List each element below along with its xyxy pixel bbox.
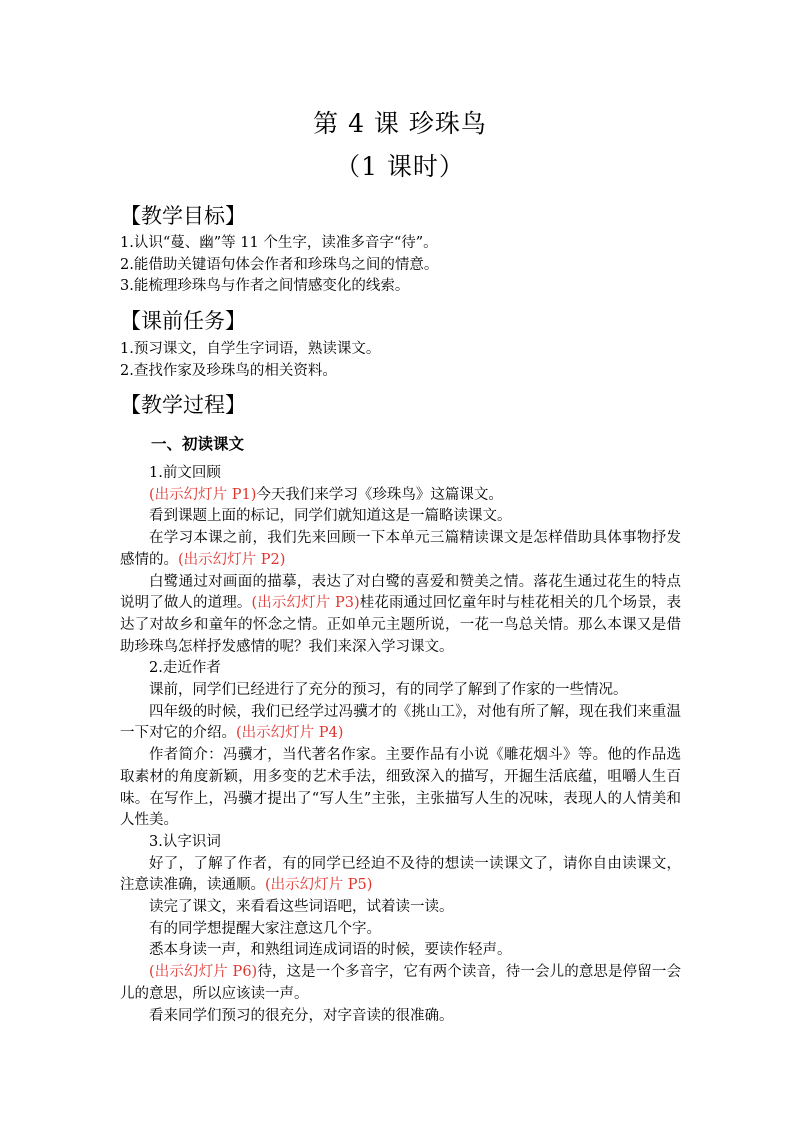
paragraph-text: 在学习本课之前，我们先来回顾一下本单元三篇精读课文是怎样借助具体事物抒发感情的。 bbox=[120, 530, 681, 568]
paragraph-text: 有的同学想提醒大家注意这几个字。 bbox=[149, 920, 381, 937]
paragraph bbox=[120, 854, 681, 897]
paragraph-text: 看来同学们预习的很充分，对字音读的很准确。 bbox=[149, 1007, 454, 1024]
goals-list bbox=[120, 233, 680, 298]
paragraph bbox=[120, 528, 681, 571]
slide-marker: (出示幻灯片 P1) bbox=[149, 486, 257, 503]
paragraph bbox=[120, 572, 681, 659]
slide-marker: (出示幻灯片 P5) bbox=[265, 877, 373, 894]
paragraph-text: 四年级的时候，我们已经学过冯骥才的《挑山工》，对他有所了解，现在我们来重温一下对它的介绍。 bbox=[120, 703, 681, 742]
slide-marker: (出示幻灯片 P3) bbox=[251, 595, 360, 612]
paragraph-text: 白鹭通过对画面的描摹，表达了对白鹭的喜爱和赞美之情。落花生通过花生的特点说明了做人的道理。 bbox=[120, 573, 681, 612]
paragraph-text: 课前，同学们已经进行了充分的预习，有的同学了解到了作家的一些情况。 bbox=[149, 682, 628, 699]
paragraph-text: 好了，了解了作者，有的同学已经迫不及待的想读一读课文了，请你自由读课文，注意读准确，读通顺。 bbox=[120, 855, 681, 894]
slide-marker: (出示幻灯片 P6) bbox=[149, 964, 258, 981]
paragraph bbox=[120, 745, 681, 832]
paragraph-text: 看到课题上面的标记，同学们就知道这是一篇略读课文。 bbox=[149, 508, 512, 525]
paragraph bbox=[120, 832, 681, 854]
pre-task-list bbox=[120, 339, 680, 382]
paragraph-text: 1.前文回顾 bbox=[149, 465, 221, 481]
paragraph bbox=[120, 485, 681, 507]
section-heading-goals: 【教学目标】 bbox=[120, 204, 246, 228]
paragraph-text: 待，这是一个多音字，它有两个读音，待一会儿的意思是停留一会儿的意思，所以应该读一声。 bbox=[120, 964, 681, 1002]
paragraph-text: 2.走近作者 bbox=[149, 660, 221, 677]
paragraph bbox=[120, 1006, 681, 1028]
list-item: 3.能梳理珍珠鸟与作者之间情感变化的线索。 bbox=[120, 278, 410, 294]
page-title: 第 4 课 珍珠鸟 bbox=[313, 109, 487, 138]
list-item: 1.预习课文，自学生字词语，熟读课文。 bbox=[120, 341, 381, 357]
paragraph-text: 读完了课文，来看看这些词语吧，试着读一读。 bbox=[149, 899, 454, 916]
slide-marker: (出示幻灯片 P4) bbox=[236, 725, 344, 742]
section-heading-process: 【教学过程】 bbox=[120, 393, 246, 417]
paragraph bbox=[120, 897, 681, 919]
lesson-body bbox=[120, 463, 681, 1027]
part-heading: 一、初读课文 bbox=[151, 434, 245, 453]
list-item: 1.认识“蔓、幽”等 11 个生字，读准多音字“待”。 bbox=[120, 235, 438, 251]
paragraph-text: 3.认字识词 bbox=[149, 833, 221, 850]
paragraph bbox=[120, 506, 681, 528]
page-subtitle: （1 课时） bbox=[335, 152, 465, 181]
list-item: 2.能借助关键语句体会作者和珍珠鸟之间的情意。 bbox=[120, 256, 439, 273]
paragraph bbox=[120, 919, 681, 941]
paragraph bbox=[120, 962, 681, 1005]
paragraph bbox=[120, 658, 681, 680]
paragraph bbox=[120, 680, 681, 702]
paragraph bbox=[120, 463, 681, 485]
paragraph bbox=[120, 940, 681, 962]
paragraph-text: 今天我们来学习《珍珠鸟》这篇课文。 bbox=[256, 486, 503, 503]
section-heading-pre-tasks: 【课前任务】 bbox=[120, 309, 246, 333]
slide-marker: (出示幻灯片 P2) bbox=[178, 551, 286, 568]
paragraph-text: 悉本身读一声，和熟组词连成词语的时候，要读作轻声。 bbox=[149, 942, 512, 959]
paragraph bbox=[120, 702, 681, 745]
list-item: 2.查找作家及珍珠鸟的相关资料。 bbox=[120, 362, 337, 379]
paragraph-text: 作者简介：冯骥才，当代著名作家。主要作品有小说《雕花烟斗》等。他的作品选取素材的角度新颖，用多变的艺术手法，细致深入的描写，开掘生活底蕴，咀嚼人生百味。在写作上，冯骥才提出了“写人生”主张，主张描写人生的况味，表现人的人情美和人性美。 bbox=[120, 747, 681, 829]
paragraph-text: 桂花雨通过回忆童年时与桂花相关的几个场景，表达了对故乡和童年的怀念之情。正如单元主题所说，一花一鸟总关情。那么本课又是借助珍珠鸟怎样抒发感情的呢？我们来深入学习课文。 bbox=[120, 595, 682, 655]
